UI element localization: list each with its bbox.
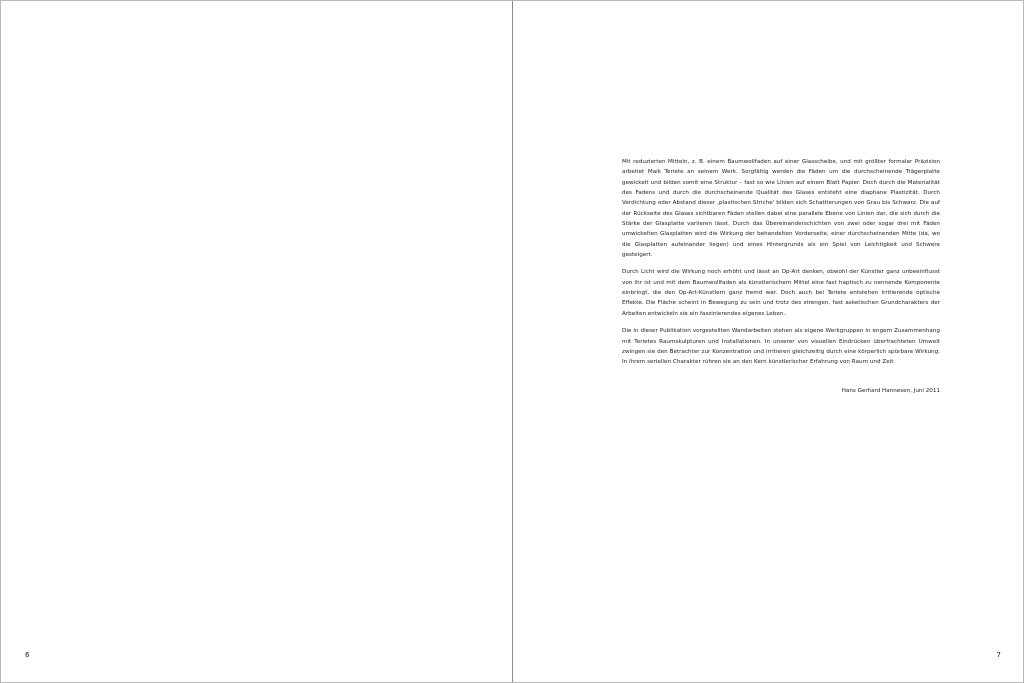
page-number-left: 6	[25, 651, 30, 659]
left-page	[1, 1, 512, 682]
right-page	[513, 1, 1023, 682]
paragraph-2: Durch Licht wird die Wirkung noch erhöht und lässt an Op-Art denken, obwohl der Künstler ganz unbeeinflusst von ihr ist und mit dem Baumwollfaden als künstlerischem Mittel eine fast haptisch zu nennende Komponente einbringt, die den Op-Art-Künstlern ganz fremd war. Doch auch bei Teriete entstehen irritierende optische Effekte. Die Fläche scheint in Bewegung zu sein und trotz des strengen, fast asketischen Grundcharakters der Arbeiten entwickeln sie ein faszinierendes eigenes Leben.	[622, 269, 940, 317]
page-number-right: 7	[996, 651, 1001, 659]
paragraph-3: Die in dieser Publikation vorgestellten Wandarbeiten stehen als eigene Werkgruppen in engem Zusammenhang mit Terietes Raumskulpturen und Installationen. In unserer von visuellen Eindrücken überfrachteten Umwelt zwingen sie den Betrachter zur Konzentration und irritieren gleichzeitig durch eine körperlich spürbare Wirkung. In ihrem seriellen Charakter rühren sie an den Kern künstlerischer Erfahrung von Raum und Zeit.	[622, 328, 940, 366]
paragraph-1: Mit reduzierten Mitteln, z. B. einem Baumwollfaden auf einer Glasscheibe, und mit größter formaler Präzision arbeitet Maik Teriete an seinem Werk. Sorgfältig werden die Fäden um die durchscheinende Trägerplatte gewickelt und bilden somit eine Struktur – fast so wie Linien auf einem Blatt Papier. Doch durch die Materialität des Fadens und durch die durchscheinende Qualität des Glases entsteht eine diaphane Plastizität. Durch Verdichtung oder Abstand dieser ‚plastischen Striche' bilden sich Schattierungen von Grau bis Schwarz. Die auf der Rückseite des Glases sichtbaren Fäden stellen dabei eine parallele Ebene von Linien dar, die sich durch die Stärke der Glasplatte variieren lässt. Durch das Übereinanderschichten von zwei oder sogar drei mit Fäden umwickelten Glasplatten wird die Wirkung der behandelten Vorderseite, einer durchscheinenden Mitte (da, wo die Glasplatten aufeinander liegen) und eines Hintergrunds als ein Spiel von Leichtigkeit und Schwere gesteigert.	[622, 159, 940, 259]
author-signature: Hans Gerhard Hannesen, Juni 2011	[841, 387, 940, 394]
essay-text	[622, 157, 940, 396]
